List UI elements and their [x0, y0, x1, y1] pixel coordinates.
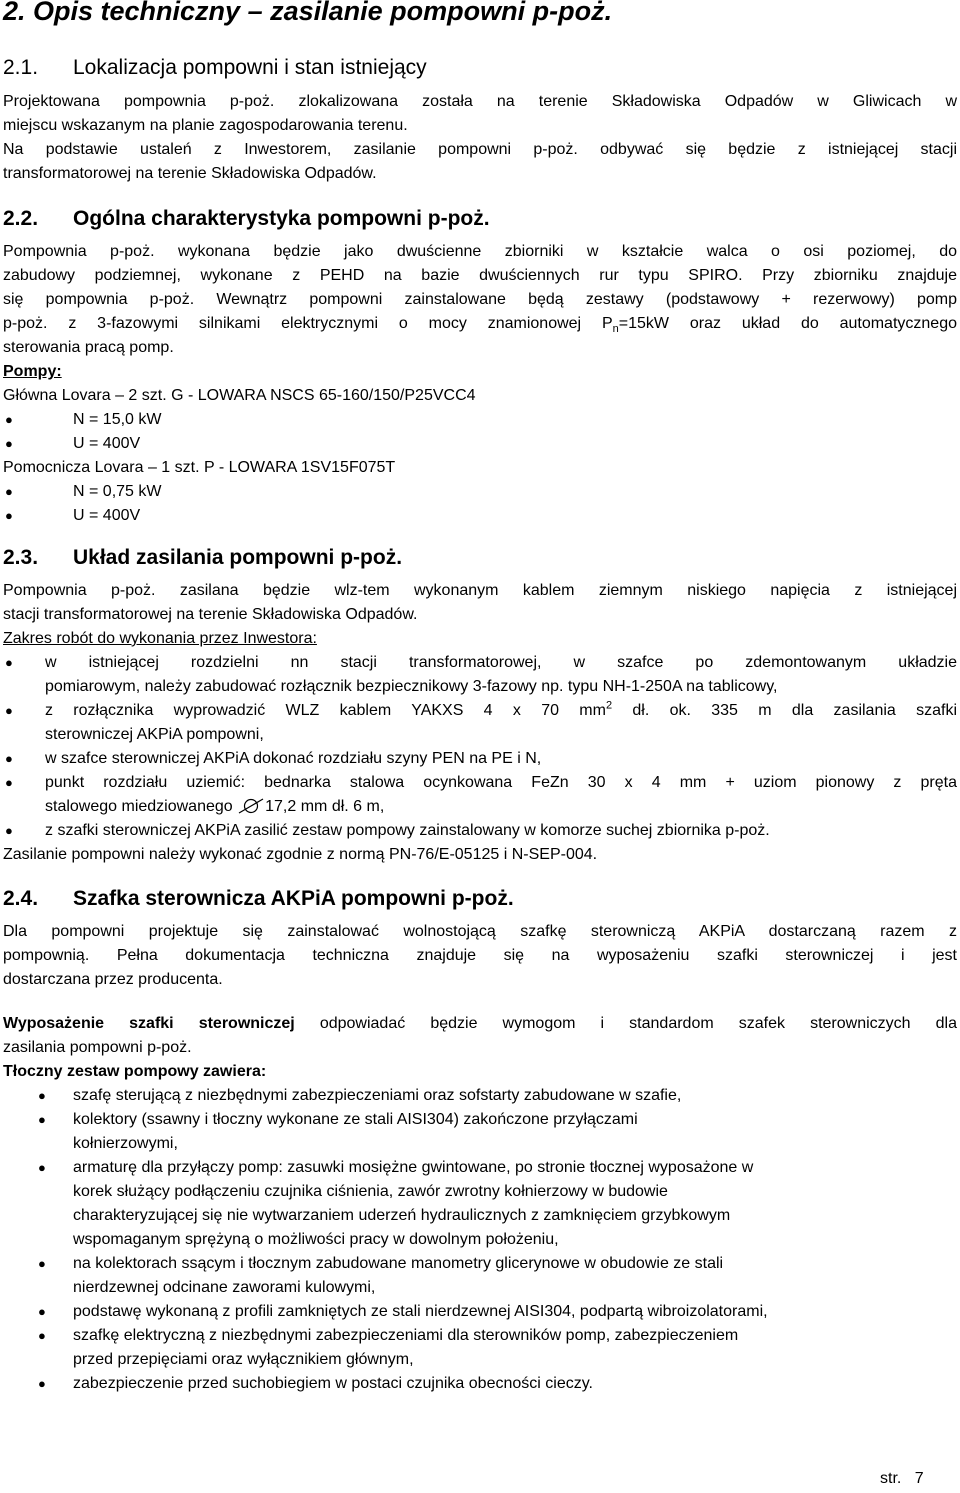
bullet-icon: ●	[5, 823, 13, 838]
diameter-icon	[237, 798, 265, 814]
list-item-line: nierdzewnej odcinane zaworami kulowymi,	[73, 1279, 376, 1296]
spec-item: N = 15,0 kW	[73, 411, 162, 428]
bullet-icon: ●	[5, 655, 13, 670]
list-item-line: pomiarowym, należy zabudować rozłącznik bezpiecznikowy 3-fazowy np. typu NH-1-250A na tablicowy,	[45, 678, 778, 695]
paragraph-line	[3, 1012, 957, 1036]
paragraph-line	[3, 312, 957, 336]
list-item-line	[45, 699, 957, 723]
pumps-label: Pompy:	[3, 363, 62, 380]
bullet-icon: ●	[5, 703, 13, 718]
bullet-icon: ●	[5, 412, 13, 427]
list-item-line: w szafce sterowniczej AKPiA dokonać rozdziału szyny PEN na PE i N,	[45, 750, 542, 767]
list-item-line: na kolektorach ssącym i tłocznym zabudowane manometry glicerynowe w obudowie ze stali	[73, 1255, 724, 1272]
paragraph-line: pompownią. Pełna dokumentacja techniczna znajduje się na wyposażeniu szafki sterowniczej i jest	[3, 947, 957, 964]
list-item-line: charakteryzującej się nie wytwarzaniem uderzeń hydraulicznych z zamknięciem grzybkowym	[73, 1207, 731, 1224]
scope-label: Zakres robót do wykonania przez Inwestora:	[3, 630, 317, 647]
list-item-line	[45, 795, 384, 819]
page-title: 2. Opis techniczny – zasilanie pompowni p-poż.	[3, 0, 613, 26]
superscript: 2	[605, 699, 613, 712]
paragraph-line: Na podstawie ustaleń z Inwestorem, zasilanie pompowni p-poż. odbywać się będzie z istniejącej stacji	[3, 141, 957, 158]
list-item-line: kolektory (ssawny i tłoczny wykonane ze stali AISI304) zakończone przyłączami	[73, 1111, 638, 1128]
list-item-line: armaturę dla przyłączy pomp: zasuwki mosiężne gwintowane, po stronie tłocznej wyposażone w	[73, 1159, 754, 1176]
text-run: odpowiadać będzie wymogom i standardom szafek sterowniczych dla	[294, 1015, 957, 1032]
paragraph-line: Pompownia p-poż. zasilana będzie wlz-tem wykonanym kablem ziemnym niskiego napięcia z istniejącej	[3, 582, 957, 599]
paragraph-line: miejscu wskazanym na planie zagospodarowania terenu.	[3, 117, 408, 134]
text-run: stalowego miedziowanego	[45, 798, 238, 815]
bullet-icon: ●	[5, 436, 13, 451]
subscript: n	[612, 323, 619, 336]
main-pump-line: Główna Lovara – 2 szt. G - LOWARA NSCS 65-160/150/P25VCC4	[3, 387, 476, 404]
paragraph-line: sterowania pracą pomp.	[3, 339, 174, 356]
paragraph-line: stacji transformatorowej na terenie Składowiska Odpadów.	[3, 606, 418, 623]
list-item-line: przed przepięciami oraz wyłącznikiem głównym,	[73, 1351, 414, 1368]
list-item-line: kołnierzowymi,	[73, 1135, 178, 1152]
bullet-icon: ●	[5, 508, 13, 523]
text-run: p-poż. z 3-fazowymi silnikami elektrycznymi o mocy znamionowej P	[3, 315, 613, 332]
section-number: 2.2.	[3, 207, 39, 230]
section-number: 2.1.	[3, 56, 39, 79]
paragraph-line: zabudowy podziemnej, wykonane z PEHD na bazie dwuściennych rur typu SPIRO. Przy zbiorniku znajduje	[3, 267, 957, 284]
section-2-3-heading	[3, 546, 402, 570]
bullet-icon: ●	[38, 1376, 46, 1391]
set-label: Tłoczny zestaw pompowy zawiera:	[3, 1063, 267, 1080]
section-number: 2.4.	[3, 887, 39, 910]
text-run: =15kW oraz układ do automatycznego	[618, 315, 957, 332]
list-item-line: korek służący podłączeniu czujnika ciśnienia, zawór zwrotny kołnierzowy w budowie	[73, 1183, 668, 1200]
bullet-icon: ●	[38, 1256, 46, 1271]
bullet-icon: ●	[5, 484, 13, 499]
bullet-icon: ●	[38, 1112, 46, 1127]
aux-pump-line: Pomocnicza Lovara – 1 szt. P - LOWARA 1SV15F075T	[3, 459, 396, 476]
section-title: Ogólna charakterystyka pompowni p-poż.	[73, 207, 490, 230]
list-item-line: z szafki sterowniczej AKPiA zasilić zestaw pompowy zainstalowany w komorze suchej zbiornika p-poż.	[45, 822, 770, 839]
spec-item: U = 400V	[73, 435, 141, 452]
list-item-line: w istniejącej rozdzielni nn stacji transformatorowej, w szafce po zdemontowanym układzie	[45, 654, 957, 671]
paragraph-line: Projektowana pompownia p-poż. zlokalizowana została na terenie Składowiska Odpadów w Gliwicach w	[3, 93, 957, 110]
list-item-line: wspomaganym sprężyną o możliwości pracy w dowolnym położeniu,	[73, 1231, 559, 1248]
list-item-line: szafę sterującą z niezbędnymi zabezpieczeniami oraz sofstarty zabudowane w szafie,	[73, 1087, 682, 1104]
bullet-icon: ●	[38, 1088, 46, 1103]
section-title: Szafka sterownicza AKPiA pompowni p-poż.	[73, 887, 514, 910]
section-number: 2.3.	[3, 546, 39, 569]
list-item-line: sterowniczej AKPiA pompowni,	[45, 726, 264, 743]
section-title: Układ zasilania pompowni p-poż.	[73, 546, 403, 569]
section-2-2-heading	[3, 207, 490, 231]
bold-run: Wyposażenie szafki sterowniczej	[3, 1015, 295, 1032]
list-item-line: punkt rozdziału uziemić: bednarka stalowa ocynkowana FeZn 30 x 4 mm + uziom pionowy z pręta	[45, 774, 957, 791]
page-label: str.	[880, 1470, 902, 1487]
bullet-icon: ●	[5, 751, 13, 766]
bullet-icon: ●	[38, 1304, 46, 1319]
paragraph-line: Zasilanie pompowni należy wykonać zgodnie z normą PN-76/E-05125 i N-SEP-004.	[3, 846, 598, 863]
bullet-icon: ●	[38, 1328, 46, 1343]
paragraph-line: transformatorowej na terenie Składowiska Odpadów.	[3, 165, 377, 182]
paragraph-line: Dla pompowni projektuje się zainstalować wolnostojącą szafkę sterowniczą AKPiA dostarczaną razem z	[3, 923, 957, 940]
paragraph-line: Pompownia p-poż. wykonana będzie jako dwuścienne zbiorniki w kształcie walca o osi poziomej, do	[3, 243, 957, 260]
text-run: 17,2 mm dł. 6 m,	[265, 798, 385, 815]
paragraph-line: się pompownia p-poż. Wewnątrz pompowni zainstalowane będą zestawy (podstawowy + rezerwowy) pomp	[3, 291, 957, 308]
list-item-line: zabezpieczenie przed suchobiegiem w postaci czujnika obecności cieczy.	[73, 1375, 593, 1392]
bullet-icon: ●	[5, 775, 13, 790]
list-item-line: podstawę wykonaną z profili zamkniętych ze stali nierdzewnej AISI304, podpartą wibroizolatorami,	[73, 1303, 768, 1320]
page-footer	[880, 1470, 924, 1488]
text-run: z rozłącznika wyprowadzić WLZ kablem YAKXS 4 x 70 mm	[45, 702, 606, 719]
list-item-line: szafkę elektryczną z niezbędnymi zabezpieczeniami dla sterowników pomp, zabezpieczeniem	[73, 1327, 739, 1344]
section-title: Lokalizacja pompowni i stan istniejący	[73, 56, 427, 79]
section-2-4-heading	[3, 887, 514, 911]
spec-item: N = 0,75 kW	[73, 483, 162, 500]
paragraph-line: dostarczana przez producenta.	[3, 971, 223, 988]
section-2-1-heading	[3, 56, 427, 80]
page-number: 7	[914, 1470, 924, 1487]
text-run: dł. ok. 335 m dla zasilania szafki	[612, 702, 958, 719]
spec-item: U = 400V	[73, 507, 141, 524]
bullet-icon: ●	[38, 1160, 46, 1175]
paragraph-line: zasilania pompowni p-poż.	[3, 1039, 192, 1056]
